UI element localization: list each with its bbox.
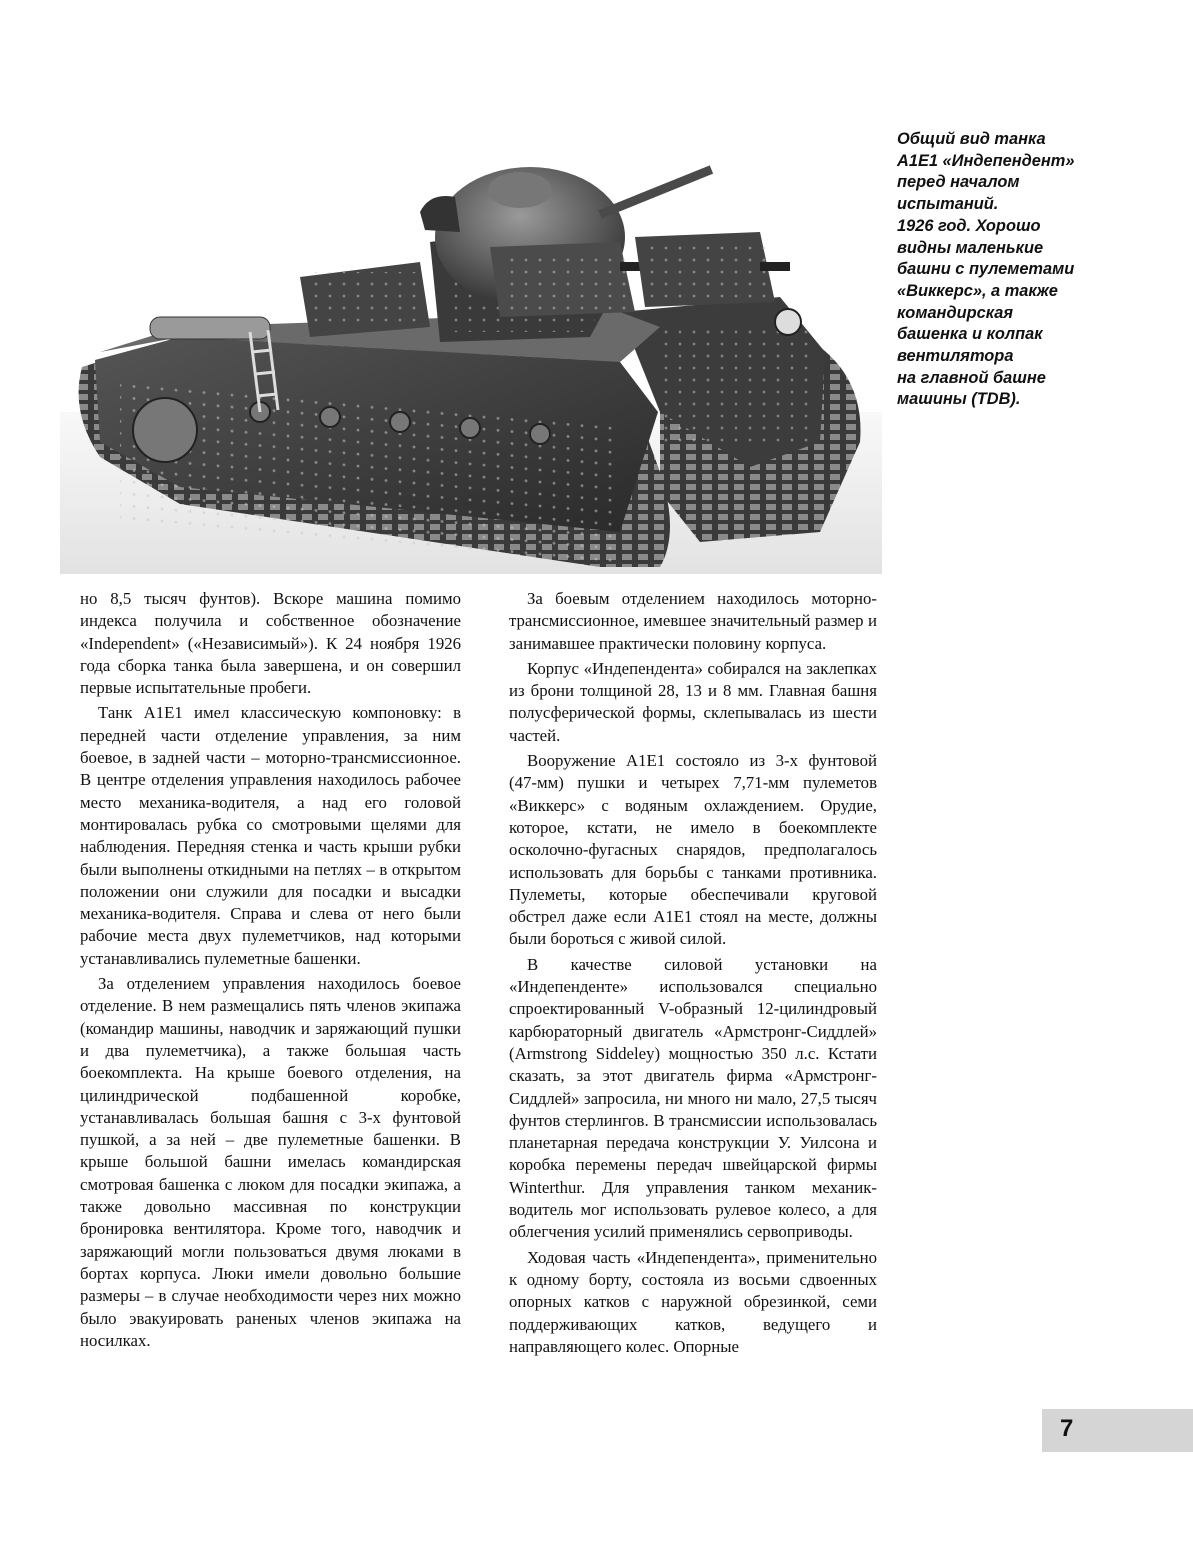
- page-number-tab: [1042, 1409, 1193, 1452]
- paragraph: Корпус «Индепендента» собирался на заклепках из брони толщиной 28, 13 и 8 мм. Главная башня полусферической формы, склепывалась из шести частей.: [509, 658, 877, 745]
- text-column-right: [509, 588, 877, 1358]
- paragraph: но 8,5 тысяч фунтов). Вскоре машина помимо индекса получила и собственное обозначение «Independent» («Независимый»). К 24 ноября 1926 года сборка танка была завершена, и он совершил первые испытательные пробеги.: [80, 589, 461, 698]
- tank-illustration: [60, 112, 882, 574]
- paragraph: Вооружение A1E1 состояло из 3-х фунтовой (47-мм) пушки и четырех 7,71-мм пулеметов «Виккерс» с водяным охлаждением. Орудие, которое, кстати, не имело в боекомплекте осколочно-фугасных снарядов, предполагалось использовать для борьбы с танками противника. Пулеметы, которые обеспечивали круговой обстрел даже если A1E1 стоял на месте, должны были бороться с живой силой.: [509, 751, 877, 949]
- paragraph: За отделением управления находилось боевое отделение. В нем размещались пять членов экипажа (командир машины, наводчик и заряжающий пушки и два пулеметчика), а также большая часть боекомплекта. На крыше боевого отделения, на цилиндрической подбашенной коробке, устанавливалась большая башня с 3-х фунтовой пушкой, а за ней – две пулеметные башенки. В крыше большой башни имелась командирская смотровая башенка с люком для посадки экипажа, а также довольно массивная по конструкции бронировка вентилятора. Кроме того, наводчик и заряжающий могли пользоваться двумя люками в бортах корпуса. Люки имели довольно большие размеры – в случае необходимости через них можно было эвакуировать раненых членов экипажа на носилках.: [80, 974, 461, 1350]
- paragraph: В качестве силовой установки на «Индепенденте» использовался специально спроектированный V-образный 12-цилиндровый карбюраторный двигатель «Армстронг-Сиддлей» (Armstrong Siddeley) мощностью 350 л.с. Кстати сказать, за этот двигатель фирма «Армстронг-Сиддлей» запросила, ни много ни мало, 27,5 тысяч фунтов стерлингов. В трансмиссии использовалась планетарная передача конструкции У. Уилсона и коробка перемены передач швейцарской фирмы Winterthur. Для управления танком механик-водитель мог использовать рулевое колесо, а для облегчения усилий применялись сервоприводы.: [509, 954, 877, 1242]
- text-column-left: [80, 588, 461, 1352]
- tank-photo: [60, 112, 882, 574]
- paragraph: Ходовая часть «Индепендента», применительно к одному борту, состояла из восьми сдвоенных опорных катков с наружной обрезинкой, семи поддерживающих катков, ведущего и направляющего колес. Опорные: [509, 1247, 877, 1356]
- photo-caption: Общий вид танка A1E1 «Индепендент» перед началом испытаний. 1926 год. Хорошо видны маленькие башни с пулеметами «Виккерс», а также командирская башенка и колпак вентилятора на главной башне машины (TDB).: [897, 130, 1075, 409]
- page-number: 7: [1060, 1415, 1074, 1442]
- paragraph: Танк A1E1 имел классическую компоновку: в передней части отделение управления, за ним боевое, в задней части – моторно-трансмиссионное. В центре отделения управления находилось рабочее место механика-водителя, а над его головой монтировалась рубка со смотровыми щелями для наблюдения. Передняя стенка и часть крыши рубки были выполнены откидными на петлях – в открытом положении они служили для посадки и высадки механика-водителя. Справа и слева от него были рабочие места двух пулеметчиков, над которыми устанавливались пулеметные башенки.: [80, 703, 461, 968]
- paragraph: За боевым отделением находилось моторно-трансмиссионное, имевшее значительный размер и занимавшее практически половину корпуса.: [509, 589, 877, 653]
